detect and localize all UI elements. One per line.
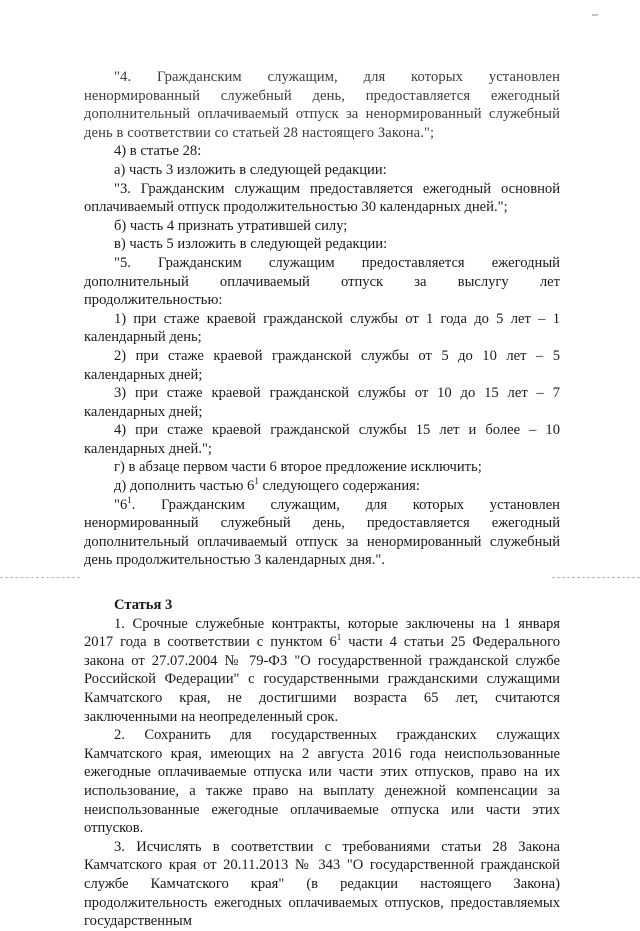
subitem-d: д) дополнить частью $6^1$ следующего содержания:: [114, 476, 420, 495]
subitem-a: а) часть 3 изложить в следующей редакции:: [114, 161, 387, 178]
scan-fold-line-right: [552, 577, 640, 579]
amendment-part-4-text: "4. Гражданским служащим, для которых установлен ненормированный служебный день, предоставляется ежегодный дополнительный оплачиваемый отпуск за ненормированный служебный день в соответствии со статьей 28 настоящего Закона.";: [84, 69, 560, 141]
article-3-heading: Статья 3: [114, 597, 173, 614]
seniority-item-4: 4) при стаже краевой гражданской службы 15 лет и более – 10 календарных дней.";: [84, 422, 560, 457]
seniority-item-2: 2) при стаже краевой гражданской службы от 5 до 10 лет – 5 календарных дней;: [84, 347, 560, 383]
subitem-g: г) в абзаце первом части 6 второе предложение исключить;: [114, 459, 482, 476]
seniority-item-3: 3) при стаже краевой гражданской службы от 10 до 15 лет – 7 календарных дней;: [84, 385, 560, 420]
part-5-text: "5. Гражданским служащим предоставляется ежегодный дополнительный оплачиваемый отпуск за выслугу лет продолжительностью:: [84, 254, 560, 309]
article-3-part-3: 3. Исчислять в соответствии с требованиями статьи 28 Закона Камчатского края от 20.11.2013 № 343 "О государственной гражданской службе Камчатского края" (в редакции настоящего Закона) продолжительность ежегодных оплачиваемых отпусков, предоставляемых государственным: [84, 838, 560, 930]
scan-artifact: [592, 14, 598, 16]
seniority-item-1: 1) при стаже краевой гражданской службы от 1 года до 5 лет – 1 календарный день;: [84, 310, 560, 346]
scan-fold-line-left: [0, 577, 80, 579]
subitem-b: б) часть 4 признать утратившей силу;: [114, 217, 348, 234]
part-3-text: "3. Гражданским служащим предоставляется ежегодный основной оплачиваемый отпуск продолжительностью 30 календарных дней.";: [84, 180, 560, 216]
subitem-v: в) часть 5 изложить в следующей редакции:: [114, 236, 388, 253]
article-3-part-1: 1. Срочные служебные контракты, которые заключены на 1 января 2017 года в соответствии с пунктом $6^1$ части 4 статьи 25 Федерального закона от 27.07.2004 № 79-ФЗ "О государственной гражданской службе Российской Федерации" с государственными гражданскими служащими Камчатского края, не достигшими возраста 65 лет, считаются заключенными на неопределенный срок.: [84, 615, 560, 725]
article-3-part-2: 2. Сохранить для государственных гражданских служащих Камчатского края, имеющих на 2 августа 2016 года неиспользованные ежегодные оплачиваемые отпуска или части этих отпусков, право на их использование, а также право на выплату денежной компенсации за неиспользованные ежегодные оплачиваемые отпуска или части этих отпусков.: [84, 727, 560, 837]
part-6-1-text: "$6^1$. Гражданским служащим, для которых установлен ненормированный служебный день, предоставляется ежегодный дополнительный оплачиваемый отпуск за ненормированный служебный день продолжительностью 3 календарных дня.".: [84, 494, 560, 569]
document-body: [84, 68, 560, 931]
item-4-article-28: 4) в статье 28:: [114, 143, 202, 160]
